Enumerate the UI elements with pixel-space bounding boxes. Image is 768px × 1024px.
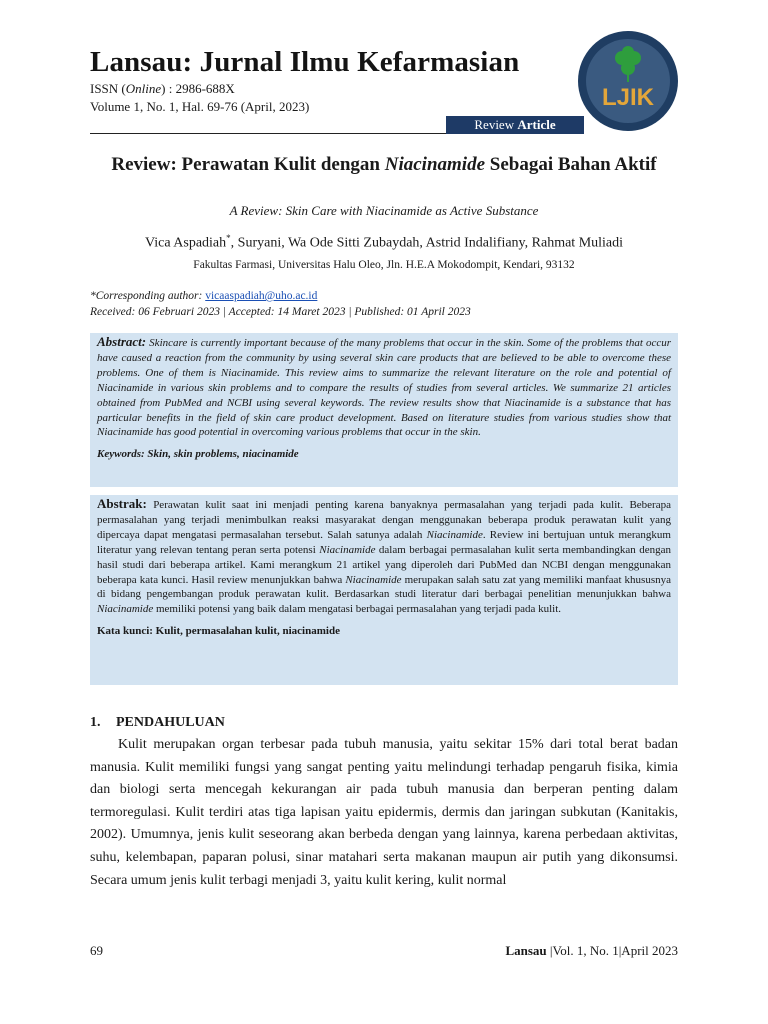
abstract-id-i3: Niacinamide [345,573,402,586]
body-paragraph: Kulit merupakan organ terbesar pada tubuh manusia, yaitu sekitar 15% dari total berat badan manusia. Kulit memiliki fungsi yang sangat penting yaitu melindungi terhadap pengaruh fisika, kimia dan biologi serta mencegah kekurangan air pada tubuh manusia dan berperan penting dalam termoregulasi. Kulit terdiri atas tiga lapisan yaitu epidermis, dermis dan jaringan subkutan (Kanitakis, 2002). Umumnya, jenis kulit seseorang akan berbeda dengan yang lainnya, karena perbedaan aktivitas, suhu, kelembapan, paparan polusi, sinar matahari serta makanan maupun air putih yang dikonsumsi. Secara umum jenis kulit terbagi menjadi 3, yaitu kulit kering, kulit normal [90,737,678,888]
abstract-id-t2: . Review ini bertujuan untuk merangkum literatur yang relevan tentang peran serta potensi [97,528,671,556]
abstract-id-box [90,495,678,685]
abstract-en-body: Skincare is currently important because of the many problems that occur in the skin. Some of the problems that occur have caused a reaction from the community by using several skin care products that are believed to be able to overcome these problems. One of them is Niacinamide. This review aims to summarize the relevant literature on the role and potential of Niacinamide in various skin problems and to compare the results of studies from several articles. We summarize 21 articles obtained from PubMed and NCBI using several keywords. The review results show that Niacinamide is a substance that has particular benefits in the field of skin care product development. Based on literature studies from various studies show that Niacinamide has good potential in overcoming various problems that occur in the skin. [97,337,671,439]
abstract-id-i2: Niacinamide [319,543,376,556]
abstract-id-t5: memiliki potensi yang baik dalam mengatasi berbagai permasalahan yang terjadi pada kulit. [153,603,562,616]
abstract-id-t4: merupakan salah satu zat yang memiliki manfaat khususnya di bidang pengembangan produk perawatan kulit. Berdasarkan studi literatur dari berbagai penelitian menunjukkan bahwa [97,573,671,601]
issn-suffix: ) : 2986-688X [161,81,235,96]
corresponding-author [90,290,317,302]
abstract-id-t1: Perawatan kulit saat ini menjadi penting karena banyaknya permasalahan yang terjadi pada kulit. Beberapa permasalahan yang terjadi menimbulkan reaksi masyarakat dengan menggunakan beberapa produk perawatan kulit yang dipercaya dapat mengatasi permasalahan tersebut. Salah satunya adalah [97,499,671,541]
author-list [90,233,678,252]
article-type-tab [446,116,584,134]
title-pre: Review: Perawatan Kulit dengan [111,154,385,175]
keywords-id: Kata kunci: Kulit, permasalahan kulit, niacinamide [97,625,340,638]
tab-word-review: Review [474,117,515,132]
abstract-id-text [97,497,671,617]
footer-journal: Lansau [505,943,547,958]
section-title: PENDAHULUAN [116,715,225,730]
abstract-id-i1: Niacinamide [426,528,483,541]
article-dates: Received: 06 Februari 2023 | Accepted: 14 Maret 2023 | Published: 01 April 2023 [90,306,471,318]
abstract-id-label: Abstrak: [97,496,147,511]
title-post: Sebagai Bahan Aktif [485,154,657,175]
author-rest: , Suryani, Wa Ode Sitti Zubaydah, Astrid Indalifiany, Rahmat Muliadi [230,235,624,251]
section-number: 1. [90,715,101,730]
issn-online: Online [125,81,162,96]
title-italic: Niacinamide [384,154,486,175]
keywords-en: Keywords: Skin, skin problems, niacinamide [97,448,299,461]
abstract-en-label: Abstract: [97,334,147,349]
tab-word-article: Article [517,117,556,132]
journal-logo [577,30,679,132]
section-heading [90,715,225,731]
volume-line: Volume 1, No. 1, Hal. 69-76 (April, 2023) [90,99,310,114]
footer-citation [505,943,678,959]
journal-title: Lansau: Jurnal Ilmu Kefarmasian [90,46,520,78]
abstract-id-t3: dalam berbagai permasalahan kulit serta membandingkan dengan hasil studi dari beberapa artikel. Kami merangkum 21 artikel yang diperoleh dari PubMed dan NCBI dengan menggunakan beberapa kata kunci. Hasil review menunjukkan bahwa [97,543,671,586]
issn-line [90,81,235,97]
corr-label: *Corresponding author: [90,290,206,302]
affiliation: Fakultas Farmasi, Universitas Halu Oleo, Jln. H.E.A Mokodompit, Kendari, 93132 [193,259,575,271]
corr-email-link[interactable]: vicaaspadiah@uho.ac.id [205,290,318,302]
author-first: Vica Aspadiah [144,235,227,251]
footer-issue: |Vol. 1, No. 1|April 2023 [546,943,678,958]
page-number: 69 [90,943,103,958]
article-subtitle: A Review: Skin Care with Niacinamide as Active Substance [229,203,539,218]
abstract-en-box [90,333,678,487]
article-title [90,152,678,177]
issn-prefix: ISSN ( [90,81,126,96]
logo-text: LJIK [601,84,655,111]
abstract-en-text [97,335,671,440]
corresponding-mark: * [226,233,231,243]
abstract-id-i4: Niacinamide [97,603,154,616]
